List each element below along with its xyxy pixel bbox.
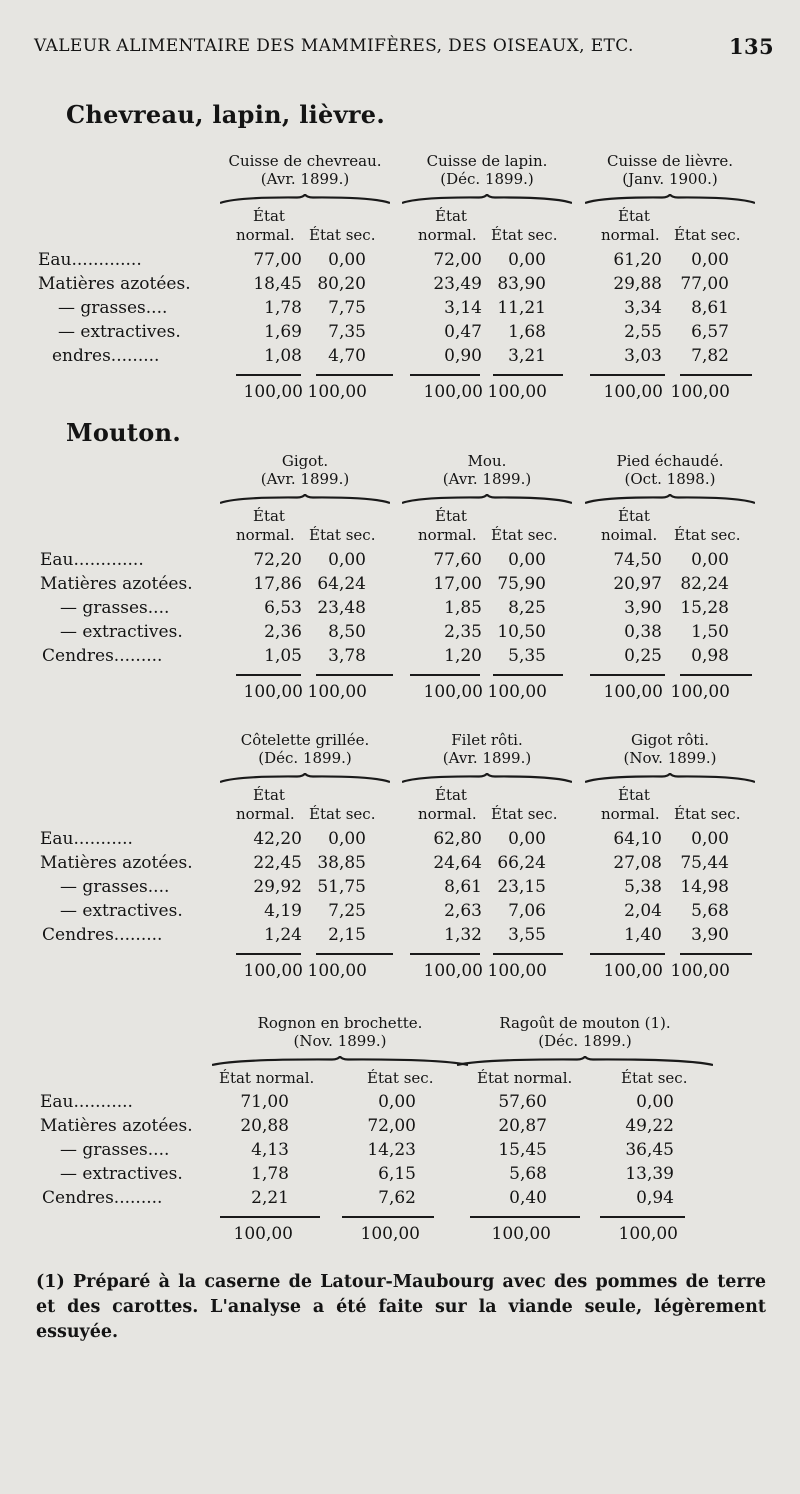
table-cell: 3,03 <box>624 346 662 366</box>
table-cell: 38,85 <box>317 853 366 873</box>
table-cell: 27,08 <box>613 853 662 873</box>
column-brace <box>220 494 390 504</box>
subhead-etat: État <box>253 786 285 804</box>
row-label: Matières azotées. <box>40 853 193 873</box>
column-title: Cuisse de lapin. <box>426 152 548 170</box>
total-cell: 100,00 <box>233 1224 293 1244</box>
subhead-etat-normal: État normal. <box>219 1069 315 1087</box>
column-brace <box>585 773 755 783</box>
subhead-normal: normal. <box>236 226 295 244</box>
column-date: (Avr. 1899.) <box>442 470 532 488</box>
table-cell: 20,88 <box>240 1116 289 1136</box>
table-cell: 14,23 <box>367 1140 416 1160</box>
sum-rule <box>680 953 752 955</box>
column-date: (Avr. 1899.) <box>260 170 350 188</box>
table-cell: 2,15 <box>328 925 366 945</box>
table-cell: 72,20 <box>253 550 302 570</box>
table-cell: 80,20 <box>317 274 366 294</box>
column-brace <box>585 194 755 204</box>
table-cell: 0,38 <box>624 622 662 642</box>
table-cell: 64,10 <box>613 829 662 849</box>
table-cell: 15,45 <box>498 1140 547 1160</box>
table-cell: 5,68 <box>509 1164 547 1184</box>
table-cell: 3,21 <box>508 346 546 366</box>
table-cell: 4,19 <box>264 901 302 921</box>
sum-rule <box>680 374 752 376</box>
table-cell: 77,60 <box>433 550 482 570</box>
column-title: Gigot rôti. <box>630 731 709 749</box>
table-cell: 13,39 <box>625 1164 674 1184</box>
table-cell: 0,94 <box>636 1188 674 1208</box>
table-cell: 1,50 <box>691 622 729 642</box>
table-cell: 72,00 <box>367 1116 416 1136</box>
column-title: Gigot. <box>281 452 329 470</box>
total-cell: 100,00 <box>603 382 663 402</box>
table-cell: 20,97 <box>613 574 662 594</box>
row-label: Eau............. <box>38 250 142 270</box>
subhead-sec: État sec. <box>674 226 741 244</box>
table-cell: 51,75 <box>317 877 366 897</box>
table-cell: 49,22 <box>625 1116 674 1136</box>
row-label: Eau........... <box>40 829 133 849</box>
total-cell: 100,00 <box>670 961 730 981</box>
total-cell: 100,00 <box>670 382 730 402</box>
sum-rule <box>590 374 665 376</box>
table-cell: 29,92 <box>253 877 302 897</box>
sum-rule <box>342 1216 434 1218</box>
subhead-etat: État <box>618 786 650 804</box>
column-brace <box>402 773 572 783</box>
table-cell: 36,45 <box>625 1140 674 1160</box>
table-cell: 3,34 <box>624 298 662 318</box>
sum-rule <box>410 953 480 955</box>
sum-rule <box>493 953 563 955</box>
column-title: Mou. <box>467 452 507 470</box>
sum-rule <box>600 1216 685 1218</box>
table-cell: 66,24 <box>497 853 546 873</box>
total-cell: 100,00 <box>243 682 303 702</box>
column-date: (Déc. 1899.) <box>258 749 352 767</box>
column-date: (Avr. 1899.) <box>260 470 350 488</box>
subhead-etat-normal: État normal. <box>477 1069 573 1087</box>
total-cell: 100,00 <box>307 682 367 702</box>
subhead-sec: État sec. <box>491 526 558 544</box>
table-cell: 7,35 <box>328 322 366 342</box>
subhead-etat: État <box>253 207 285 225</box>
table-cell: 74,50 <box>613 550 662 570</box>
row-label: — grasses.... <box>60 877 170 897</box>
table-cell: 6,53 <box>264 598 302 618</box>
table-cell: 61,20 <box>613 250 662 270</box>
subhead-normal: normal. <box>236 805 295 823</box>
table-cell: 77,00 <box>253 250 302 270</box>
subhead-etat: État <box>618 507 650 525</box>
table-cell: 1,69 <box>264 322 302 342</box>
table-cell: 7,25 <box>328 901 366 921</box>
total-cell: 100,00 <box>360 1224 420 1244</box>
column-date: (Oct. 1898.) <box>624 470 716 488</box>
sum-rule <box>410 674 480 676</box>
table-cell: 82,24 <box>680 574 729 594</box>
table-cell: 1,78 <box>251 1164 289 1184</box>
sum-rule <box>316 953 393 955</box>
section-title-chevreau: Chevreau, lapin, lièvre. <box>66 100 386 129</box>
table-cell: 4,70 <box>328 346 366 366</box>
sum-rule <box>410 374 480 376</box>
sum-rule <box>236 674 301 676</box>
table-cell: 14,98 <box>680 877 729 897</box>
subhead-etat: État <box>435 507 467 525</box>
sum-rule <box>220 1216 320 1218</box>
sum-rule <box>236 374 301 376</box>
table-cell: 3,14 <box>444 298 482 318</box>
sum-rule <box>493 374 563 376</box>
sum-rule <box>680 674 752 676</box>
table-cell: 5,38 <box>624 877 662 897</box>
table-cell: 2,55 <box>624 322 662 342</box>
sum-rule <box>590 953 665 955</box>
table-cell: 0,00 <box>691 250 729 270</box>
subhead-sec: État sec. <box>491 226 558 244</box>
subhead-normal: noimal. <box>601 526 658 544</box>
total-cell: 100,00 <box>243 961 303 981</box>
column-title: Côtelette grillée. <box>240 731 370 749</box>
sum-rule <box>236 953 301 955</box>
row-label: — grasses.... <box>60 1140 170 1160</box>
total-cell: 100,00 <box>487 961 547 981</box>
table-cell: 62,80 <box>433 829 482 849</box>
table-cell: 0,00 <box>508 550 546 570</box>
row-label: Matières azotées. <box>40 574 193 594</box>
subhead-etat: État <box>435 786 467 804</box>
subhead-sec: État sec. <box>674 805 741 823</box>
table-cell: 83,90 <box>497 274 546 294</box>
row-label: Cendres......... <box>42 925 163 945</box>
table-cell: 1,40 <box>624 925 662 945</box>
header-title: VALEUR ALIMENTAIRE DES MAMMIFÈRES, DES OISEAUX, ETC. <box>34 36 634 56</box>
subhead-etat: État <box>435 207 467 225</box>
table-cell: 0,00 <box>508 250 546 270</box>
table-cell: 8,61 <box>444 877 482 897</box>
total-cell: 100,00 <box>487 382 547 402</box>
table-cell: 24,64 <box>433 853 482 873</box>
column-date: (Nov. 1899.) <box>293 1032 387 1050</box>
table-cell: 75,90 <box>497 574 546 594</box>
column-date: (Déc. 1899.) <box>440 170 534 188</box>
page-number: 135 <box>728 34 774 59</box>
total-cell: 100,00 <box>243 382 303 402</box>
column-title: Filet rôti. <box>451 731 523 749</box>
row-label: Matières azotées. <box>40 1116 193 1136</box>
table-cell: 0,47 <box>444 322 482 342</box>
total-cell: 100,00 <box>423 382 483 402</box>
subhead-normal: normal. <box>418 526 477 544</box>
table-cell: 1,32 <box>444 925 482 945</box>
subhead-sec: État sec. <box>367 1069 434 1087</box>
table-cell: 8,61 <box>691 298 729 318</box>
table-cell: 75,44 <box>680 853 729 873</box>
table-cell: 2,21 <box>251 1188 289 1208</box>
table-cell: 0,00 <box>378 1092 416 1112</box>
table-cell: 6,57 <box>691 322 729 342</box>
table-cell: 15,28 <box>680 598 729 618</box>
column-brace <box>585 494 755 504</box>
row-label: — extractives. <box>58 322 181 342</box>
row-label: Eau............. <box>40 550 144 570</box>
row-label: — grasses.... <box>58 298 168 318</box>
sum-rule <box>316 374 393 376</box>
table-cell: 1,68 <box>508 322 546 342</box>
sum-rule <box>316 674 393 676</box>
subhead-sec: État sec. <box>309 226 376 244</box>
column-brace <box>402 194 572 204</box>
table-cell: 20,87 <box>498 1116 547 1136</box>
table-cell: 7,62 <box>378 1188 416 1208</box>
table-cell: 64,24 <box>317 574 366 594</box>
table-cell: 4,13 <box>251 1140 289 1160</box>
table-cell: 11,21 <box>497 298 546 318</box>
table-cell: 0,00 <box>328 550 366 570</box>
table-cell: 3,78 <box>328 646 366 666</box>
row-label: Eau........... <box>40 1092 133 1112</box>
row-label: Cendres......... <box>42 1188 163 1208</box>
total-cell: 100,00 <box>491 1224 551 1244</box>
column-date: (Déc. 1899.) <box>538 1032 632 1050</box>
table-cell: 0,90 <box>444 346 482 366</box>
table-cell: 8,25 <box>508 598 546 618</box>
table-cell: 8,50 <box>328 622 366 642</box>
table-cell: 2,04 <box>624 901 662 921</box>
column-date: (Avr. 1899.) <box>442 749 532 767</box>
subhead-normal: normal. <box>418 805 477 823</box>
table-cell: 5,35 <box>508 646 546 666</box>
table-cell: 0,00 <box>691 550 729 570</box>
subhead-normal: normal. <box>236 526 295 544</box>
total-cell: 100,00 <box>487 682 547 702</box>
total-cell: 100,00 <box>307 961 367 981</box>
running-header <box>34 34 774 68</box>
table-cell: 1,08 <box>264 346 302 366</box>
table-cell: 0,00 <box>328 250 366 270</box>
table-cell: 1,24 <box>264 925 302 945</box>
table-cell: 10,50 <box>497 622 546 642</box>
row-label: Cendres......... <box>42 646 163 666</box>
column-brace <box>457 1056 713 1066</box>
sum-rule <box>590 674 665 676</box>
row-label: Matières azotées. <box>38 274 191 294</box>
table-cell: 0,40 <box>509 1188 547 1208</box>
table-cell: 1,85 <box>444 598 482 618</box>
table-cell: 22,45 <box>253 853 302 873</box>
total-cell: 100,00 <box>670 682 730 702</box>
table-cell: 3,90 <box>624 598 662 618</box>
row-label: — grasses.... <box>60 598 170 618</box>
table-cell: 0,25 <box>624 646 662 666</box>
subhead-etat: État <box>253 507 285 525</box>
total-cell: 100,00 <box>618 1224 678 1244</box>
total-cell: 100,00 <box>603 682 663 702</box>
table-cell: 1,05 <box>264 646 302 666</box>
table-cell: 17,00 <box>433 574 482 594</box>
subhead-normal: normal. <box>601 805 660 823</box>
table-cell: 77,00 <box>680 274 729 294</box>
table-cell: 0,00 <box>636 1092 674 1112</box>
subhead-sec: État sec. <box>309 526 376 544</box>
row-label: — extractives. <box>60 622 183 642</box>
subhead-etat: État <box>618 207 650 225</box>
table-cell: 1,20 <box>444 646 482 666</box>
column-brace <box>220 194 390 204</box>
table-cell: 2,36 <box>264 622 302 642</box>
column-brace <box>212 1056 468 1066</box>
table-cell: 1,78 <box>264 298 302 318</box>
table-cell: 6,15 <box>378 1164 416 1184</box>
table-cell: 2,63 <box>444 901 482 921</box>
table-cell: 5,68 <box>691 901 729 921</box>
table-cell: 0,00 <box>328 829 366 849</box>
table-cell: 72,00 <box>433 250 482 270</box>
column-brace <box>402 494 572 504</box>
row-label: — extractives. <box>60 1164 183 1184</box>
footnote: (1) Préparé à la caserne de Latour-Maubourg avec des pommes de terre et des carottes. L'analyse a été faite sur la viande seule, légèrement essuyée. <box>36 1272 766 1342</box>
total-cell: 100,00 <box>423 961 483 981</box>
table-cell: 23,48 <box>317 598 366 618</box>
table-cell: 42,20 <box>253 829 302 849</box>
subhead-sec: État sec. <box>491 805 558 823</box>
table-cell: 0,00 <box>691 829 729 849</box>
column-title: Cuisse de chevreau. <box>228 152 382 170</box>
subhead-sec: État sec. <box>674 526 741 544</box>
subhead-sec: État sec. <box>621 1069 688 1087</box>
table-cell: 2,35 <box>444 622 482 642</box>
column-title: Pied échaudé. <box>616 452 724 470</box>
column-date: (Nov. 1899.) <box>623 749 717 767</box>
table-cell: 3,90 <box>691 925 729 945</box>
subhead-normal: normal. <box>601 226 660 244</box>
section-title-mouton: Mouton. <box>66 418 182 447</box>
table-cell: 0,00 <box>508 829 546 849</box>
subhead-normal: normal. <box>418 226 477 244</box>
table-cell: 23,49 <box>433 274 482 294</box>
table-cell: 71,00 <box>240 1092 289 1112</box>
row-label: endres......... <box>52 346 160 366</box>
table-cell: 17,86 <box>253 574 302 594</box>
column-title: Cuisse de lièvre. <box>607 152 733 170</box>
sum-rule <box>493 674 563 676</box>
column-title: Ragoût de mouton (1). <box>499 1014 671 1032</box>
table-cell: 29,88 <box>613 274 662 294</box>
table-cell: 7,82 <box>691 346 729 366</box>
column-brace <box>220 773 390 783</box>
table-cell: 57,60 <box>498 1092 547 1112</box>
total-cell: 100,00 <box>423 682 483 702</box>
subhead-sec: État sec. <box>309 805 376 823</box>
table-cell: 0,98 <box>691 646 729 666</box>
table-cell: 3,55 <box>508 925 546 945</box>
column-title: Rognon en brochette. <box>257 1014 423 1032</box>
table-cell: 23,15 <box>497 877 546 897</box>
total-cell: 100,00 <box>307 382 367 402</box>
column-date: (Janv. 1900.) <box>622 170 718 188</box>
total-cell: 100,00 <box>603 961 663 981</box>
row-label: — extractives. <box>60 901 183 921</box>
sum-rule <box>470 1216 580 1218</box>
table-cell: 7,06 <box>508 901 546 921</box>
table-cell: 7,75 <box>328 298 366 318</box>
table-cell: 18,45 <box>253 274 302 294</box>
